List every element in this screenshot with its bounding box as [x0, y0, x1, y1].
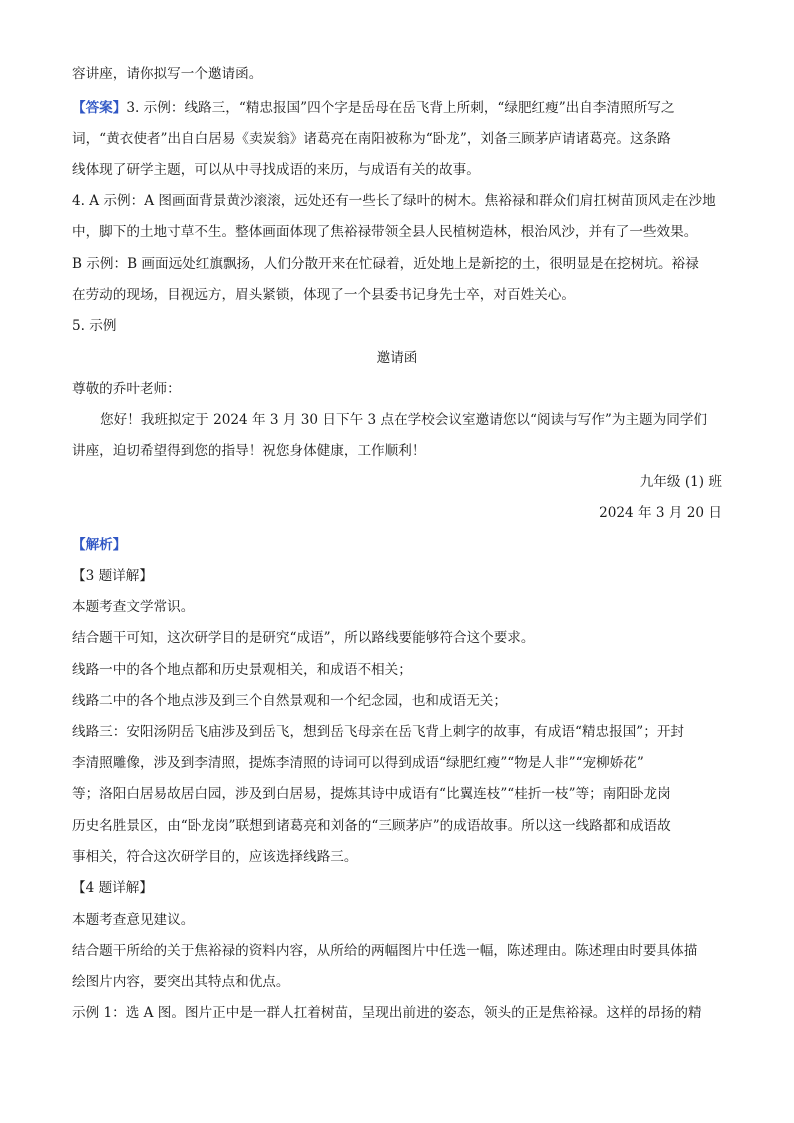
text-line: 结合题干所给的关于焦裕禄的资料内容，从所给的两幅图片中任选一幅，陈述理由。陈述理由时要具体描 — [72, 943, 698, 959]
text-line: 线路三：安阳汤阴岳飞庙涉及到岳飞，想到岳飞母亲在岳飞背上刺字的故事，有成语“精忠报国”；开封 — [72, 724, 685, 740]
text-line: 事相关，符合这次研学目的，应该选择线路三。 — [72, 849, 358, 865]
letter-title: 邀请函 — [376, 350, 418, 366]
text-line: 词，“黄衣使者”出自白居易《卖炭翁》诸葛亮在南阳被称为“卧龙”，刘备三顾茅庐请诸葛亮。这条路 — [72, 131, 671, 147]
letter-body: 讲座，迫切希望得到您的指导！祝您身体健康，工作顺利！ — [72, 443, 426, 459]
text-line: 绘图片内容，要突出其特点和优点。 — [72, 974, 290, 990]
text-line: 在劳动的现场，目视远方，眉头紧锁，体现了一个县委书记身先士卒，对百姓关心。 — [72, 287, 575, 303]
text-line: 示例 1：选 A 图。图片正中是一群人扛着树苗，呈现出前进的姿态，领头的正是焦裕禄。这样的昂扬的精 — [72, 1005, 702, 1021]
text-line: 4. A 示例：A 图画面背景黄沙滚滚，远处还有一些长了绿叶的树木。焦裕禄和群众们肩扛树苗顶风走在沙地 — [72, 193, 716, 209]
text-line: 中，脚下的土地寸草不生。整体画面体现了焦裕禄带领全县人民植树造林，根治风沙，并有了一些效果。 — [72, 224, 698, 240]
text-line: 等；洛阳白居易故居白园，涉及到白居易，提炼其诗中成语有“比翼连枝”“桂折一枝”等；南阳卧龙岗 — [72, 786, 671, 802]
answer-line — [72, 98, 674, 118]
text-line: 线路二中的各个地点涉及到三个自然景观和一个纪念园，也和成语无关； — [72, 693, 507, 709]
letter-salutation: 尊敬的乔叶老师： — [72, 381, 181, 397]
text-line: 本题考查文学常识。 — [72, 599, 195, 615]
text-line: 结合题干可知，这次研学目的是研究“成语”，所以路线要能够符合这个要求。 — [72, 630, 535, 646]
section-heading: 【3 题详解】 — [72, 568, 153, 584]
text-line: 3. 示例：线路三，“精忠报国”四个字是岳母在岳飞背上所刺，“绿肥红瘦”出自李清照所写之 — [126, 100, 675, 116]
text-line: 李清照雕像，涉及到李清照，提炼李清照的诗词可以得到成语“绿肥红瘦”“物是人非”“宠柳娇花” — [72, 755, 644, 771]
text-line: B 示例：B 画面远处红旗飘扬，人们分散开来在忙碌着，近处地上是新挖的土，很明显是在挖树坑。裕禄 — [72, 256, 699, 272]
analysis-tag: 【解析】 — [72, 537, 127, 553]
section-heading: 【4 题详解】 — [72, 880, 153, 896]
letter-body: 您好！我班拟定于 2024 年 3 月 30 日下午 3 点在学校会议室邀请您以“阅读与写作”为主题为同学们 — [100, 412, 708, 428]
answer-tag: 【答案】 — [72, 100, 127, 116]
text-line: 本题考查意见建议。 — [72, 912, 195, 928]
text-line: 线路一中的各个地点都和历史景观相关，和成语不相关； — [72, 662, 412, 678]
text-line: 历史名胜景区，由“卧龙岗”联想到诸葛亮和刘备的“三顾茅庐”的成语故事。所以这一线路都和成语故 — [72, 818, 671, 834]
text-line: 5. 示例 — [72, 318, 117, 334]
text-line: 容讲座，请你拟写一个邀请函。 — [72, 66, 263, 82]
letter-date: 2024 年 3 月 20 日 — [599, 505, 722, 521]
letter-signature: 九年级 (1) 班 — [639, 474, 722, 490]
text-line: 线体现了研学主题，可以从中寻找成语的来历，与成语有关的故事。 — [72, 162, 480, 178]
